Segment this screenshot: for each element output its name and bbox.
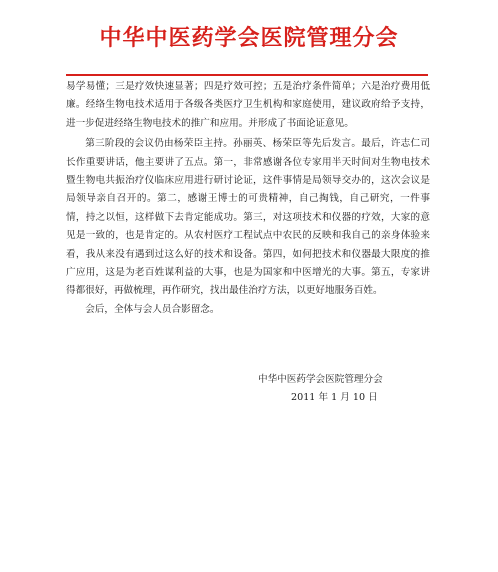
letterhead-divider xyxy=(66,74,428,76)
signature-date: 2011 年 1 月 10 日 xyxy=(291,392,378,404)
signature-block xyxy=(240,371,420,408)
body-paragraph-2: 第三阶段的会议仍由杨荣臣主持。孙丽英、杨荣臣等先后发言。最后，许志仁司长作重要讲话，他主要讲了五点。第一，非常感谢各位专家用半天时间对生物电技术暨生物电共振治疗仪临床应用进行研讨论证，这件事情是局领导交办的，这次会议是局领导亲自召开的。第二，感谢王博士的可贵精神，自己掏钱，自己研究，一件事情，持之以恒，这样做下去肯定能成功。第三，对这项技术和仪器的疗效，大家的意见是一致的，也是肯定的。从农村医疗工程试点中农民的反映和我自己的亲身体验来看，我从来没有遇到过这么好的技术和设备。第四，如何把技术和仪器最大限度的推广应用，这是为老百姓谋利益的大事，也是为国家和中医增光的大事。第五，专家讲得都很好，再做梳理，再作研究，找出最佳治疗方法，以更好地服务百姓。 xyxy=(66,138,430,297)
body-paragraph-3: 会后，全体与会人员合影留念。 xyxy=(85,303,220,315)
letterhead-title: 中华中医药学会医院管理分会 xyxy=(99,26,399,51)
body-paragraph-1: 易学易懂；三是疗效快速显著；四是疗效可控；五是治疗条件简单；六是治疗费用低廉。经络生物电技术适用于各级各类医疗卫生机构和家庭使用，建议政府给予支持，进一步促进经络生物电技术的推广和应用。并形成了书面论证意见。 xyxy=(66,81,430,129)
signature-organization: 中华中医药学会医院管理分会 xyxy=(258,374,383,385)
document-body xyxy=(66,78,430,319)
